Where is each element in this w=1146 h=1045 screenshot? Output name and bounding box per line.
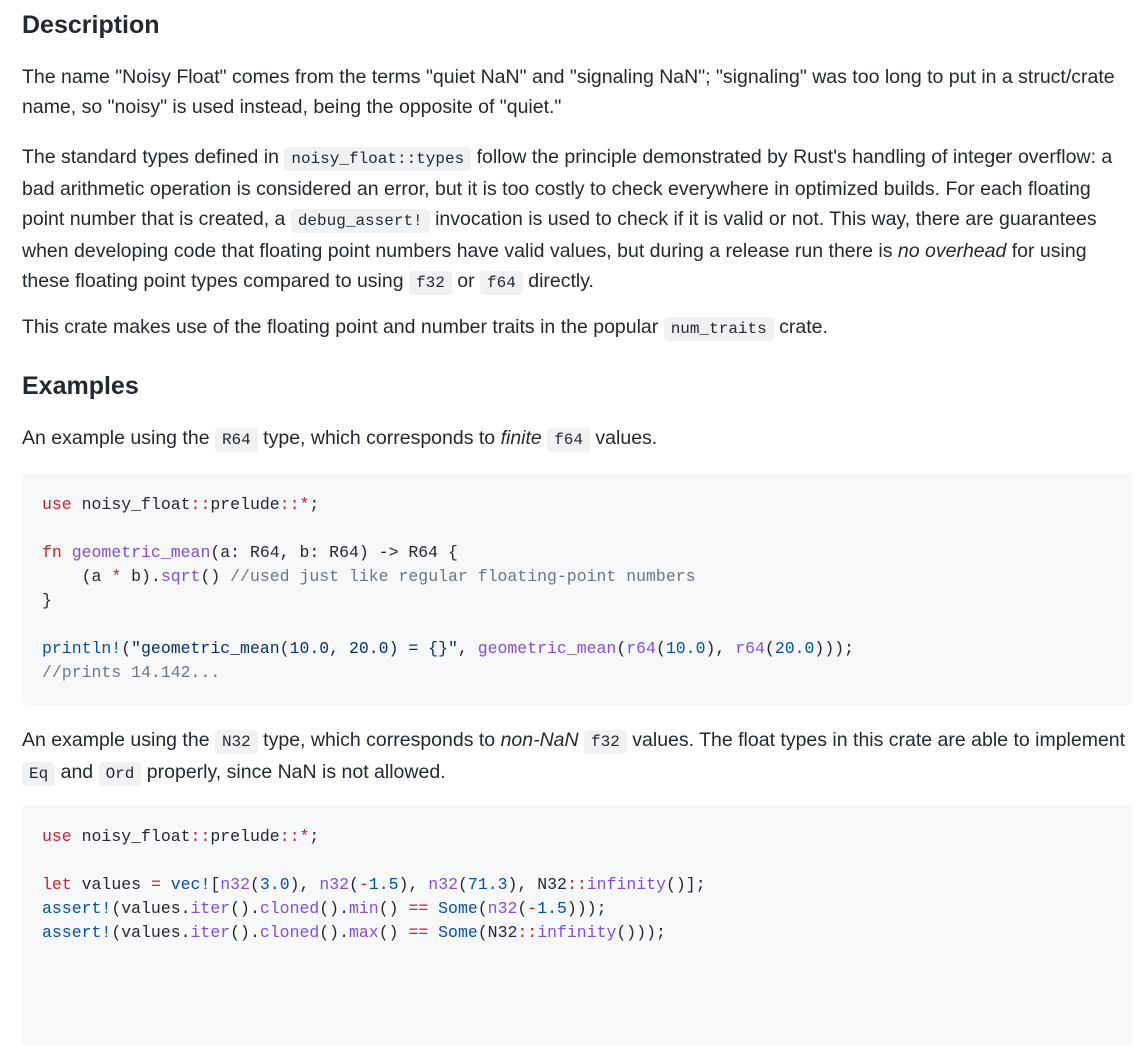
code-token: "geometric_mean(10.0, 20.0) = {}" — [131, 639, 458, 658]
code-token: noisy_float — [71, 827, 191, 846]
code-token: ( — [655, 639, 666, 658]
code-token: 10.0 — [665, 639, 706, 658]
code-token: assert! — [42, 923, 112, 942]
code-token: //used just like regular floating-point numbers — [230, 567, 696, 586]
code-token: (). — [319, 923, 349, 942]
code-token: (). — [230, 899, 260, 918]
code-block-1 — [22, 473, 1132, 705]
code-token: println! — [42, 639, 122, 658]
code-token: assert! — [42, 899, 112, 918]
inline-code: f32 — [409, 271, 452, 295]
code-token: () — [200, 567, 231, 586]
code-token — [161, 875, 171, 894]
code-token — [428, 899, 438, 918]
description-paragraph-1: The name "Noisy Float" comes from the terms "quiet NaN" and "signaling NaN"; "signaling" was too long to put in a struct/crate name, so "noisy" is used instead, being the opposite of "quiet." — [22, 66, 1115, 118]
code-token: sqrt — [160, 567, 201, 586]
inline-code: R64 — [215, 428, 258, 452]
code-token: Some — [438, 923, 478, 942]
code-token: ()]; — [665, 875, 706, 894]
code-token: 3.0 — [259, 875, 290, 894]
code-token: max — [349, 923, 379, 942]
code-token: } — [42, 591, 52, 610]
code-token: min — [349, 899, 379, 918]
inline-code: N32 — [215, 730, 258, 754]
code-token: * — [111, 567, 122, 586]
code-token: iter — [190, 899, 231, 918]
code-token: prelude — [210, 495, 280, 514]
code-token: n32 — [319, 875, 350, 894]
code-token: Some — [438, 899, 478, 918]
code-token: :: — [190, 827, 211, 846]
code-token: :: — [190, 495, 211, 514]
code-token: 1.5 — [537, 899, 567, 918]
code-token: 71.3 — [467, 875, 508, 894]
code-token: ))); — [566, 899, 607, 918]
code-token: n32 — [220, 875, 250, 894]
code-token: infinity — [537, 923, 617, 942]
inline-code: noisy_float::types — [284, 147, 471, 171]
code-token: cloned — [259, 899, 320, 918]
code-token — [428, 923, 438, 942]
code-token: [ — [210, 875, 221, 894]
code-token: ::* — [279, 827, 310, 846]
code-token: let — [42, 875, 72, 894]
inline-code: f64 — [480, 271, 523, 295]
example-1-intro: An example using the R64 type, which corresponds to finite f64 values. — [22, 423, 657, 455]
code-token: = — [150, 875, 161, 894]
code-token: - — [358, 875, 369, 894]
code-token: ))); — [814, 639, 855, 658]
code-token: ; — [309, 827, 320, 846]
inline-code: Ord — [99, 762, 142, 786]
section-heading-description: Description — [22, 11, 160, 39]
code-token: ( — [121, 639, 132, 658]
code-token: (). — [230, 923, 260, 942]
code-token — [62, 543, 72, 562]
section-heading-examples: Examples — [22, 372, 139, 400]
code-token: ), — [705, 639, 736, 658]
code-token: ::* — [279, 495, 310, 514]
code-token: (values. — [111, 899, 191, 918]
code-token: ; — [309, 495, 320, 514]
description-paragraph-2: The standard types defined in noisy_float::types follow the principle demonstrated by Rust's handling of integer overflow: a bad arithmetic operation is considered an error, but it is too costly to check everywhere in optimized builds. For each floating point number that is created, a debug_assert! invocation is used to check if it is valid or not. This way, there are guarantees when developing code that floating point numbers have valid values, but during a release run there is no overhead for using these floating point types compared to using f32 or f64 directly. — [22, 142, 1132, 298]
code-token: vec! — [170, 875, 211, 894]
code-token: ( — [477, 899, 488, 918]
code-token: use — [42, 495, 72, 514]
code-token: fn — [42, 543, 62, 562]
code-token: geometric_mean — [477, 639, 617, 658]
code-token: ( — [764, 639, 775, 658]
code-token: ( — [249, 875, 260, 894]
code-token: 1.5 — [368, 875, 399, 894]
description-paragraph-3: This crate makes use of the floating point and number traits in the popular num_traits crate. — [22, 312, 828, 344]
code-token: - — [527, 899, 538, 918]
inline-code: f32 — [584, 730, 627, 754]
inline-code: f64 — [547, 428, 590, 452]
code-token: prelude — [210, 827, 280, 846]
code-token: 20.0 — [774, 639, 815, 658]
code-token: :: — [566, 875, 587, 894]
code-token: :: — [517, 923, 538, 942]
inline-code: debug_assert! — [291, 209, 430, 233]
code-token: iter — [190, 923, 231, 942]
inline-code: Eq — [22, 762, 55, 786]
code-token: ), N32 — [507, 875, 567, 894]
code-token: (a — [42, 567, 112, 586]
code-token: //prints 14.142... — [42, 663, 221, 682]
code-token: n32 — [487, 899, 518, 918]
code-token: (values. — [111, 923, 191, 942]
code-token: infinity — [586, 875, 666, 894]
code-token: ( — [458, 875, 468, 894]
code-token: ())); — [616, 923, 666, 942]
code-token: ( — [616, 639, 627, 658]
code-token: , — [457, 639, 478, 658]
code-token: ( — [349, 875, 359, 894]
code-block-2 — [22, 805, 1132, 1045]
code-token: r64 — [626, 639, 656, 658]
code-token: (a: R64, b: R64) -> R64 { — [210, 543, 458, 562]
code-token: noisy_float — [71, 495, 191, 514]
code-token: ), — [289, 875, 320, 894]
code-token: geometric_mean — [71, 543, 211, 562]
code-token: ( — [517, 899, 528, 918]
code-token: use — [42, 827, 72, 846]
code-token: () — [378, 899, 409, 918]
inline-code: num_traits — [664, 317, 774, 341]
code-token: b). — [121, 567, 161, 586]
example-2-intro: An example using the N32 type, which corresponds to non-NaN f32 values. The float types in this crate are able to implement Eq and Ord properly, since NaN is not allowed. — [22, 725, 1132, 789]
code-token: == — [408, 923, 429, 942]
code-token: r64 — [735, 639, 765, 658]
code-token: (N32 — [477, 923, 518, 942]
code-token: == — [408, 899, 429, 918]
code-token: values — [71, 875, 151, 894]
code-token: ), — [398, 875, 429, 894]
code-token: () — [378, 923, 409, 942]
code-token: n32 — [428, 875, 459, 894]
code-token: (). — [319, 899, 349, 918]
code-token: cloned — [259, 923, 320, 942]
